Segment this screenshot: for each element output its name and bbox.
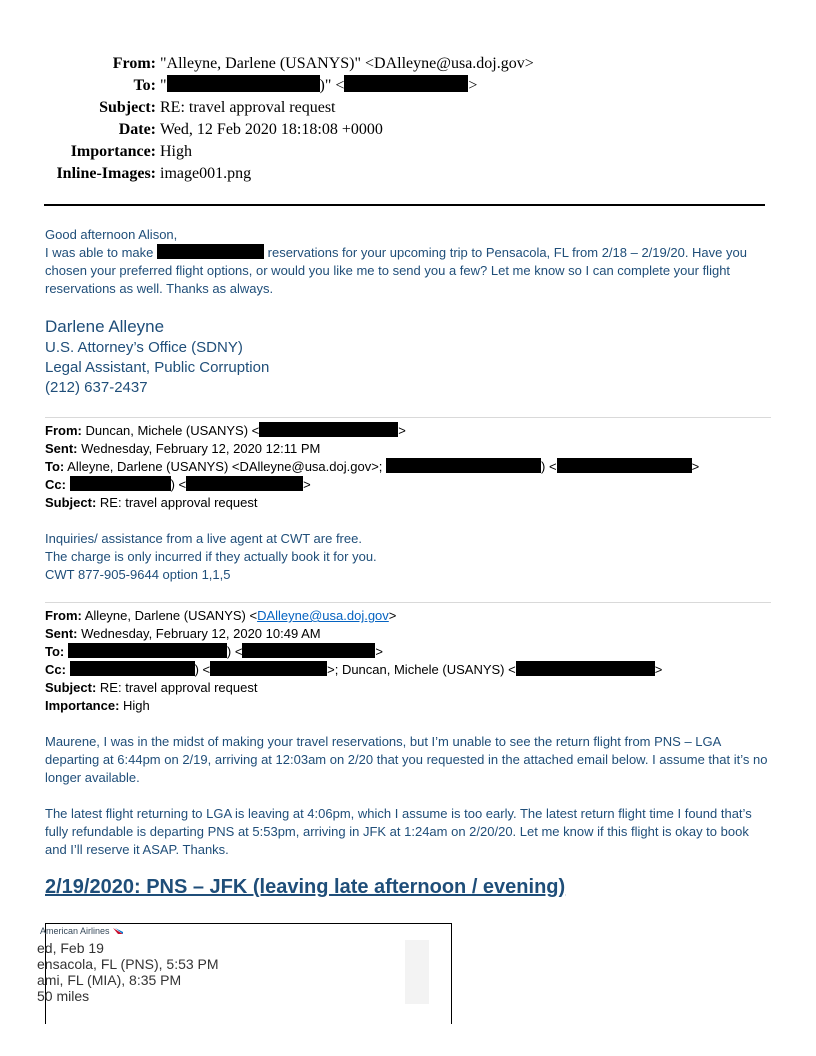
email3-meta (45, 607, 775, 715)
body-line: Inquiries/ assistance from a live agent at CWT are free. (45, 531, 362, 546)
email2-sent-row (45, 440, 775, 458)
subject-value: RE: travel approval request (160, 99, 336, 116)
to-mid: )" < (319, 77, 345, 94)
redaction-box (386, 458, 541, 473)
eagle-icon (112, 927, 124, 935)
email3-paragraph-1: Maurene, I was in the midst of making your travel reservations, but I’m unable to see the return flight from PNS – LGA departing at 6:44pm on 2/19, arriving at 12:03am on 2/20 that you requested in the attached email below. I assume that it’s no longer available. (45, 734, 768, 785)
logo-text: American Airlines (40, 926, 110, 936)
email3-from-row: From: Alleyne, Darlene (USANYS) <DAlleyne@usa.doj.gov> (45, 608, 397, 623)
redaction-box (70, 476, 171, 491)
american-airlines-logo (40, 926, 124, 936)
email2-meta (45, 422, 775, 512)
inline-images-label: Inline-Images: (56, 165, 156, 182)
cc-mid: ; Duncan, Michele (USANYS) < (334, 662, 516, 677)
message-paragraph (45, 244, 770, 298)
body-line: The charge is only incurred if they actually book it for you. (45, 549, 377, 564)
flight-arrival: ami, FL (MIA), 8:35 PM (37, 972, 182, 988)
subject-label: Subject: (99, 99, 156, 116)
redaction-box (186, 476, 303, 491)
email2-body (45, 530, 770, 584)
from-value: Duncan, Michele (USANYS) < (85, 423, 260, 438)
email2-from-row: From: Duncan, Michele (USANYS) < > (45, 423, 406, 438)
flight-distance: 50 miles (37, 988, 90, 1004)
email-header (0, 53, 816, 185)
signature-name: Darlene Alleyne (45, 317, 165, 336)
flight-heading: 2/19/2020: PNS – JFK (leaving late afternoon / evening) (45, 876, 566, 898)
date-value: Wed, 12 Feb 2020 18:18:08 +0000 (160, 121, 383, 138)
email-link[interactable]: DAlleyne@usa.doj.gov (257, 608, 389, 623)
to-open-quote: " (160, 77, 167, 94)
separator (45, 602, 771, 603)
greeting: Good afternoon Alison, (45, 227, 178, 242)
to-label: To: (45, 644, 65, 659)
importance-label: Importance: (45, 698, 120, 713)
inline-image (37, 923, 452, 1024)
paragraph-rest: reservations for your upcoming trip to Pensacola, FL from 2/18 – 2/19/20. Have you chosen your preferred flight options, or would you like me to send you a few? Let me know so I can complete your flight reservations as well. Thanks as always. (45, 245, 747, 296)
subject-value: RE: travel approval request (99, 680, 258, 695)
header-divider (44, 204, 765, 206)
to-value (160, 75, 477, 97)
subject-label: Subject: (45, 495, 97, 510)
importance-value: High (123, 698, 150, 713)
email3-subject-row (45, 679, 775, 697)
redaction-box (70, 661, 195, 676)
inline-images-value: image001.png (160, 165, 252, 182)
from-value: Alleyne, Darlene (USANYS) < (84, 608, 258, 623)
cc-label: Cc: (45, 662, 66, 677)
signature-phone: (212) 637-2437 (45, 379, 148, 396)
subject-label: Subject: (45, 680, 97, 695)
email3-importance-row (45, 697, 775, 715)
header-inline-images-row (0, 163, 816, 185)
separator (45, 417, 771, 418)
from-label: From: (45, 423, 82, 438)
image-shade (405, 940, 429, 1004)
sent-label: Sent: (45, 441, 78, 456)
to-label: To: (133, 77, 156, 94)
cc-label: Cc: (45, 477, 66, 492)
email2-cc-row: Cc: ) < > (45, 477, 311, 492)
email3-cc-row: Cc: ) < >; Duncan, Michele (USANYS) < > (45, 662, 663, 677)
email2-subject-row (45, 494, 775, 512)
header-to-row (0, 75, 816, 97)
sent-value: Wednesday, February 12, 2020 10:49 AM (81, 626, 321, 641)
sent-label: Sent: (45, 626, 78, 641)
flight-departure: ensacola, FL (PNS), 5:53 PM (37, 956, 219, 972)
email3-paragraph-2: The latest flight returning to LGA is leaving at 4:06pm, which I assume is too early. The latest return flight time I found that’s fully refundable is departing PNS at 5:53pm, arriving in JFK at 1:24am on 2/20/20. Let me know if this flight is okay to book and I’ll reserve it ASAP. Thanks. (45, 806, 752, 857)
to-value: Alleyne, Darlene (USANYS) <DAlleyne@usa.doj.gov>; (67, 459, 383, 474)
redaction-box (516, 661, 655, 676)
header-date-row (0, 119, 816, 141)
flight-details (37, 940, 219, 1004)
subject-value: RE: travel approval request (99, 495, 258, 510)
from-label: From: (45, 608, 82, 623)
body-line: CWT 877-905-9644 option 1,1,5 (45, 567, 231, 582)
redaction-box (167, 75, 320, 92)
redaction-box (157, 244, 264, 259)
sent-value: Wednesday, February 12, 2020 12:11 PM (81, 441, 321, 456)
email3-to-row: To: ) < > (45, 644, 384, 659)
redaction-box (259, 422, 398, 437)
redaction-box (344, 75, 468, 92)
signature-title: Legal Assistant, Public Corruption (45, 359, 270, 376)
date-label: Date: (118, 121, 156, 138)
message-body (45, 226, 770, 298)
to-close: > (468, 77, 478, 94)
importance-label: Importance: (70, 143, 156, 160)
redaction-box (210, 661, 327, 676)
redaction-box (557, 458, 692, 473)
importance-value: High (160, 143, 192, 160)
redaction-box (68, 643, 227, 658)
header-from-row (0, 53, 816, 75)
signature (45, 316, 269, 398)
paragraph-start: I was able to make (45, 245, 154, 260)
header-subject-row (0, 97, 816, 119)
header-importance-row (0, 141, 816, 163)
flight-date: ed, Feb 19 (37, 940, 104, 956)
signature-office: U.S. Attorney’s Office (SDNY) (45, 339, 243, 356)
redaction-box (242, 643, 375, 658)
from-value: "Alleyne, Darlene (USANYS)" <DAlleyne@usa.doj.gov> (160, 55, 534, 72)
email3-sent-row (45, 625, 775, 643)
to-label: To: (45, 459, 65, 474)
email2-to-row: To: Alleyne, Darlene (USANYS) <DAlleyne@usa.doj.gov>; ) < > (45, 459, 700, 474)
from-label: From: (112, 55, 156, 72)
